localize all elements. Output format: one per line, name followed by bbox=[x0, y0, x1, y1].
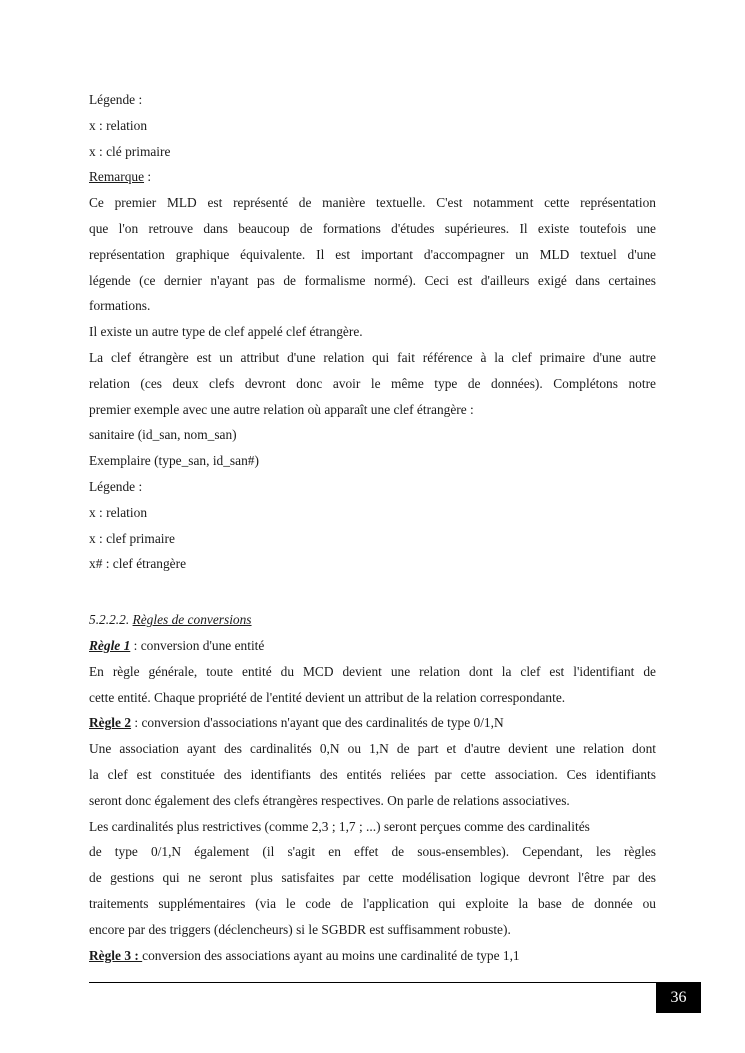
rule1-line: En règle générale, toute entité du MCD devient une relation dont la clef est l'identifiant de bbox=[89, 663, 656, 679]
example-relation-2: Exemplaire (type_san, id_san#) bbox=[89, 453, 259, 469]
rule3-text: conversion des associations ayant au moins une cardinalité de type 1,1 bbox=[142, 947, 520, 963]
rule1-label: Règle 1 bbox=[89, 637, 131, 653]
section-spacer bbox=[89, 577, 656, 607]
rule3-heading bbox=[89, 943, 656, 969]
legend2-relation: x : relation bbox=[89, 504, 148, 520]
foreign-key-line-last: premier exemple avec une autre relation où apparaît une clef étrangère : bbox=[89, 401, 474, 417]
remark-line: légende (ce dernier n'ayant pas de formalisme normé). Ceci est d'ailleurs exigé dans certaines bbox=[89, 272, 656, 288]
rule1-heading bbox=[89, 633, 656, 659]
page-body bbox=[89, 87, 656, 968]
remark-line: que l'on retrouve dans beaucoup de formations d'études supérieures. Il existe toutefois une bbox=[89, 220, 656, 236]
legend-relation: x : relation bbox=[89, 117, 148, 133]
legend-title: Légende : bbox=[89, 92, 143, 107]
remark-line: représentation graphique équivalente. Il est important d'accompagner un MLD textuel d'une bbox=[89, 246, 656, 262]
legend2-title: Légende : bbox=[89, 478, 143, 494]
rule2-text: : conversion d'associations n'ayant que des cardinalités de type 0/1,N bbox=[131, 715, 504, 731]
rule2-line: la clef est constituée des identifiants des entités reliées par cette association. Ces identifiants bbox=[89, 766, 656, 782]
foreign-key-line: relation (ces deux clefs devront donc avoir le même type de données). Complétons notre bbox=[89, 375, 656, 391]
footer-rule bbox=[89, 982, 701, 983]
page-number: 36 bbox=[656, 983, 701, 1013]
rule3-label: Règle 3 : bbox=[89, 947, 143, 963]
section-number: 5.2.2.2. bbox=[89, 612, 133, 628]
legend2-foreign-key: x# : clef étrangère bbox=[89, 556, 187, 572]
foreign-key-line: La clef étrangère est un attribut d'une relation qui fait référence à la clef primaire d'une autre bbox=[89, 349, 656, 365]
remark-colon: : bbox=[144, 169, 152, 185]
rule2-label: Règle 2 bbox=[89, 715, 132, 731]
legend2-primary-key: x : clef primaire bbox=[89, 530, 175, 546]
example-relation-1: sanitaire (id_san, nom_san) bbox=[89, 427, 237, 443]
rule2-para2-last: encore par des triggers (déclencheurs) si le SGBDR est suffisamment robuste). bbox=[89, 921, 511, 937]
rule1-text: : conversion d'une entité bbox=[130, 637, 265, 653]
rule2-line: Une association ayant des cardinalités 0,N ou 1,N de part et d'autre devient une relation dont bbox=[89, 741, 656, 757]
remark-heading bbox=[89, 164, 656, 190]
rule2-para2-line: de type 0/1,N également (il s'agit en effet de sous-ensembles). Cependant, les règles bbox=[89, 844, 656, 860]
section-title: Règles de conversions bbox=[132, 612, 252, 628]
remark-line: Ce premier MLD est représenté de manière textuelle. C'est notamment cette représentation bbox=[89, 195, 656, 211]
section-heading bbox=[89, 607, 656, 633]
rule2-para2-line: traitements supplémentaires (via le code de l'application qui exploite la base de donnée ou bbox=[89, 895, 656, 911]
remark-label: Remarque bbox=[89, 169, 145, 185]
rule2-line-last: seront donc également des clefs étrangères respectives. On parle de relations associatives. bbox=[89, 792, 570, 808]
rule2-heading bbox=[89, 710, 656, 736]
rule2-para2-line: de gestions qui ne seront plus satisfaites par cette modélisation logique devront l'être par des bbox=[89, 870, 656, 886]
legend-primary-key: x : clé primaire bbox=[89, 143, 171, 159]
rule1-line-last: cette entité. Chaque propriété de l'entité devient un attribut de la relation correspondante. bbox=[89, 689, 566, 705]
remark-line-last: formations. bbox=[89, 298, 151, 314]
foreign-key-intro: Il existe un autre type de clef appelé clef étrangère. bbox=[89, 324, 363, 340]
rule2-para2-first: Les cardinalités plus restrictives (comme 2,3 ; 1,7 ; ...) seront perçues comme des cardinalités bbox=[89, 818, 590, 834]
